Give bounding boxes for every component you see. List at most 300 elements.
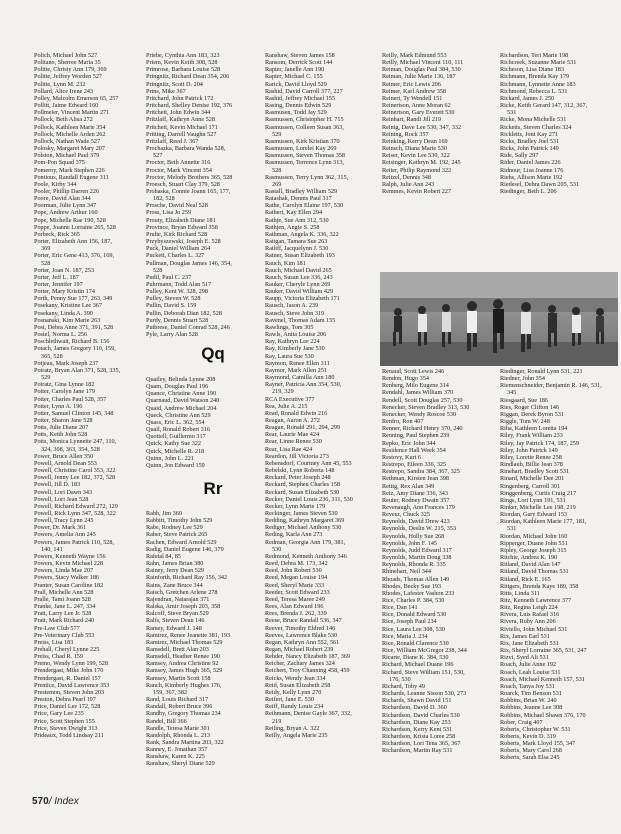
index-entry: Ranney, E. Jonathan 357 <box>146 746 208 754</box>
index-entry: Putbrese, Daniel Conrad 528, 246 <box>146 323 230 331</box>
index-entry: Pullman, Douglas James 146, 354, <box>146 259 232 267</box>
index-entry: Ravenel, Thomas Adam 155 <box>265 316 336 324</box>
index-entry: 324, 308, 363, 354, 528 <box>41 445 100 453</box>
index-entry: Rains, Zane Bruce 344 <box>146 581 203 589</box>
index-entry: Pratt, Mark Richard 240 <box>34 617 95 625</box>
page-footer <box>32 796 79 807</box>
index-entry: Rafetal 84, 85 <box>146 552 181 560</box>
index-entry: Rausch, Steve John 319 <box>265 309 325 317</box>
index-entry: Prendergast, Mike John 170 <box>34 667 104 675</box>
index-entry: Potratz, Gina Lynne 182 <box>34 381 95 389</box>
index-entry: Priem, Kevin Keith 308, 528 <box>146 59 218 67</box>
index-entry: Rear, Linne Renee 530 <box>265 438 322 446</box>
index-entry: Riedner, John 354 <box>500 375 545 383</box>
index-entry: Richeson, Lisa Diane 183 <box>500 66 564 74</box>
index-entry: Premo, Wendy Lynn 199, 528 <box>34 660 108 668</box>
index-entry: Reinig, Dave Lee 530, 347, 332 <box>382 123 462 131</box>
index-entry: Powell, Jenny Lee 182, 372, 528 <box>34 474 116 482</box>
index-entry: Rasmussen, Lorelei Kay 269 <box>265 145 337 153</box>
index-entry: Roberts, Mark Lloyd 155, 347 <box>500 740 576 748</box>
index-entry: Prehall, Cheryl Lynne 225 <box>34 645 100 653</box>
index-entry: Powell, Lori Jean 528 <box>34 495 89 503</box>
index-entry: 140, 141 <box>41 545 63 553</box>
index-entry: Rathman, Angela K. 336, 322 <box>265 230 339 238</box>
index-entry: Pranter, Susan Caroline 182 <box>34 581 104 589</box>
index-entry: 530 <box>272 545 282 553</box>
index-entry: Richards, Leanne Sisson 530, 273 <box>382 690 467 698</box>
index-entry: Riley, Lorette Renee 258 <box>500 453 562 461</box>
index-entry: Reiff, Randy Louis 234 <box>265 703 324 711</box>
index-entry: Rauch, Susan Lee 336, 243 <box>265 273 333 281</box>
index-entry: Rendahl, James William 370 <box>382 389 454 397</box>
index-entry: Riedinger, Ronald Lynn 531, 221 <box>500 368 583 375</box>
index-entry: Posnanski, Kim Marie 263 <box>34 316 101 324</box>
index-entry: Pre-Law Club 577 <box>34 624 80 632</box>
index-entry: Potts, Monica Lynnette 247, 110, <box>34 438 117 446</box>
index-entry: Rasmussen, Steven Thomas 358 <box>265 152 345 160</box>
index-column-2-part-c <box>146 510 262 768</box>
index-entry: Richardson, Lori Tena 365, 367 <box>382 740 461 748</box>
index-entry: Pollock, Michelle Arden 262 <box>34 130 106 138</box>
index-entry: Powell, Lori Dawn 343 <box>34 488 93 496</box>
index-entry: Richardson, David Charles 530 <box>382 711 460 719</box>
index-entry: Restrepo, Sandra 384, 367, 325 <box>382 468 460 476</box>
index-entry: Pollard, Alice Irene 243 <box>34 87 94 95</box>
index-entry: Ripperger, Duane John 531 <box>500 539 568 547</box>
index-entry: Rivera, Ruby Ann 206 <box>500 618 556 626</box>
index-entry: Rhodes, Becky Sue 193 <box>382 582 442 590</box>
index-entry: Ricarte, Diane K. 384, 530 <box>382 654 449 662</box>
index-entry: Pollitt, Jaime Edward 160 <box>34 102 99 110</box>
index-entry: Potter, Samuel Clinton 145, 348 <box>34 409 114 417</box>
index-entry: Rasing, Dennis Edwin 529 <box>265 102 332 110</box>
index-entry: Rix, Sheryl Lorraine 365, 531, 247 <box>500 647 587 655</box>
index-entry: Rice, Joseph Paul 234 <box>382 618 437 626</box>
index-entry: Pullin, David S. 159 <box>146 302 197 310</box>
index-entry: Ramsey, James Hugh 365, 529 <box>146 667 223 675</box>
index-entry: Riley, Jay Patrick 174, 187, 259 <box>500 439 579 447</box>
index-entry: Reynolds, Deslin W. 215, 353 <box>382 525 457 533</box>
index-entry: Randall, Robert Bruce 396 <box>146 703 213 711</box>
index-entry: Rice, William McGregor 238, 344 <box>382 647 467 655</box>
index-entry: Reuter, Rodney Dwain 357 <box>382 496 450 504</box>
index-entry: Price, Steven Dwight 313 <box>34 724 98 732</box>
index-entry: Rabe, Rodney Lee 529 <box>146 524 203 532</box>
index-entry: Pom-Pon Squad 375 <box>34 159 85 167</box>
index-entry: Politano, Sherree Maria 35 <box>34 59 101 67</box>
index-column-2-part-b <box>146 376 262 469</box>
index-entry: Posekany, Kristine Lee 367 <box>34 302 102 310</box>
index-entry: Roach, Michael Kenneth 157, 531 <box>500 675 585 683</box>
index-entry: Riha, Kathleen Loretta 194 <box>500 425 568 433</box>
index-entry: Richardson, Krista Loree 258 <box>382 732 456 740</box>
index-entry: Pritting, Darrell Vaughn 527 <box>146 130 217 138</box>
index-entry: Rickard, James J. 250 <box>500 94 555 102</box>
index-entry: Restrepo, Eileen 336, 325 <box>382 461 447 469</box>
index-entry: Quam, Douglas Paul 196 <box>146 383 209 391</box>
index-entry: Reiman, Douglas Paul 384, 530 <box>382 66 461 74</box>
footer-separator: / <box>48 796 55 807</box>
index-entry: Rebelski, Lynn Roberta 148 <box>265 467 335 475</box>
index-entry: Rinard, Michelle Dee 201 <box>500 475 565 483</box>
index-entry: Renecker, Wendy Roscoe 530 <box>382 410 457 418</box>
index-entry: 269 <box>272 180 282 188</box>
index-entry: Politte, Lynn M. 232 <box>34 80 86 88</box>
index-entry: Rasmussen, Christopher H. 715 <box>265 116 344 124</box>
index-entry: Raber, Steve Patrick 265 <box>146 531 208 539</box>
index-entry: Reeder, Scott Edward 233 <box>265 588 330 596</box>
index-entry: Randolph, Rhonda L. 213 <box>146 731 211 739</box>
index-entry: Poole, Kirby 344 <box>34 180 77 188</box>
index-entry: Pooler, Phillip Darren 226 <box>34 187 100 195</box>
index-entry: Richmond, Rebecca L. 531 <box>500 87 568 95</box>
index-entry: Ranch, Kimberly Hughes 176, <box>146 681 222 689</box>
index-entry: Rethman, Kirsten Jean 398 <box>382 475 450 483</box>
index-entry: Reagan, Ronald 291, 294, 299 <box>265 424 341 432</box>
index-entry: Proctor, Mark Vincent 354 <box>146 166 212 174</box>
index-entry: Pollock, Beth Alisa 272 <box>34 116 93 124</box>
index-entry: Ramsey, Martin Scott 158 <box>146 674 211 682</box>
index-entry: Rendon, Hugo 354 <box>382 375 429 383</box>
marathon-runners-photo <box>380 272 618 366</box>
index-entry: Preiss, Chad R. 159 <box>34 653 83 661</box>
index-entry: Rindlaub, Billie Jean 378 <box>500 461 563 469</box>
index-entry: Redding, Kathryn Margaret 369 <box>265 517 345 525</box>
index-entry: Riehs, Allison Marie 192 <box>500 173 563 181</box>
index-entry: Przybyszewski, Joseph E. 528 <box>146 238 221 246</box>
index-entry: Robbins, Brian W. 240 <box>500 697 557 705</box>
index-entry: Porter, Joan N. 187, 253 <box>34 266 95 274</box>
index-entry: Reardon, Jill Victoria 273 <box>265 452 329 460</box>
index-entry: Reid, Susan Elizabeth 258 <box>265 681 331 689</box>
index-entry: Powell, Christine Carol 353, 322 <box>34 467 116 475</box>
index-entry: Rickletts, Joni Kay 271 <box>500 130 559 138</box>
index-entry: Rainforth, Richard Ray 156, 342 <box>146 574 228 582</box>
index-entry: Porter, Elizabeth Ann 156, 187, <box>34 238 112 246</box>
index-entry: Richard, Michael Duane 196 <box>382 661 454 669</box>
index-entry: Reiling, Bryan A. 322 <box>265 724 320 732</box>
index-entry: 529 <box>272 130 282 138</box>
index-entry: Pratt, Larry Lee Jr. 528 <box>34 610 92 618</box>
index-entry: Reynolds, David Drew 423 <box>382 518 450 526</box>
index-entry: Rapier, Janelle Ann 190 <box>265 66 325 74</box>
index-entry: Pringnitz, Richard Dean 354, 206 <box>146 73 230 81</box>
index-entry: Recker, Daniel Louis 236, 311, 530 <box>265 495 353 503</box>
index-entry: Richmann, Lynnette Anne 183 <box>500 80 576 88</box>
index-entry: Roach, Tanya Joy 531 <box>500 682 555 690</box>
index-entry: Riordan, Michael John 160 <box>500 532 568 540</box>
index-column-5-part-b <box>500 368 618 762</box>
index-entry: Reiman, Julie Marie 136, 187 <box>382 73 456 81</box>
index-entry: Politte, Jeffrey Worden 527 <box>34 73 103 81</box>
index-entry: Pudil, Paul C. 237 <box>146 273 192 281</box>
index-entry: Reese, Bruce Randall 536, 347 <box>265 617 342 625</box>
index-entry: Rasmussen, Terry Lynn 362, 315, <box>265 173 349 181</box>
index-entry: Renning, Paul Stephen 239 <box>382 432 450 440</box>
index-entry: Reinertson, Anne Moran 62 <box>382 102 451 110</box>
index-entry: Polston, Michael Paul 379 <box>34 152 100 160</box>
index-entry: Reed, John Robert 530 <box>265 567 322 575</box>
index-entry: Rediger, Michael Anthony 530 <box>265 524 342 532</box>
index-entry: Pollock, Kathleen Marie 354 <box>34 123 106 131</box>
index-entry: 531 <box>507 525 517 533</box>
index-entry: Ricke, Mona Michelle 531 <box>500 116 567 124</box>
index-entry: 531 <box>507 109 517 117</box>
index-entry: Richard, Steve William 151, 530, <box>382 668 465 676</box>
index-entry: Restovy, Kurt 6 <box>382 453 421 461</box>
index-entry: Powers, James Patrick 110, 528, <box>34 538 115 546</box>
index-entry: Quail, Ronald Robert 316 <box>146 426 210 434</box>
index-entry: Polich, Michael John 527 <box>34 52 98 59</box>
index-entry: Riordan, Kathleen Marie 177, 181, <box>500 518 587 526</box>
index-entry: Rettig, Rex Alan 349 <box>382 482 435 490</box>
index-entry: Rathert, Kay Ellen 294 <box>265 209 323 217</box>
index-entry: Renaud, Scott Lewis 246 <box>382 368 445 375</box>
index-entry: Ralska, Amir Joseph 203, 358 <box>146 603 221 611</box>
index-entry: Potter, Sharon Jane 528 <box>34 416 93 424</box>
index-entry: Reichert, Troy Channing 458, 459 <box>265 667 350 675</box>
index-entry: 528 <box>41 259 51 267</box>
index-entry: Price, Daniel Lee 172, 528 <box>34 703 101 711</box>
index-entry: Read, Ronald Edwin 216 <box>265 409 328 417</box>
index-entry: Raisch, Gretchen Arlene 278 <box>146 588 218 596</box>
index-entry: Quarnaud, David Watson 240 <box>146 397 220 405</box>
index-entry: Raupp, Victoria Elizabeth 171 <box>265 295 340 303</box>
index-entry: Rinehart, Bradley Scott 531 <box>500 468 570 476</box>
index-entry: Province, Bryan Edward 358 <box>146 223 218 231</box>
index-entry: Pritchett, John Edwin 344 <box>146 109 211 117</box>
index-entry: Ray, Kimberly Jane 530 <box>265 345 325 353</box>
index-entry: Quass, Eric L. 362, 554 <box>146 418 205 426</box>
index-entry: Powers, Stacy Walker 186 <box>34 574 100 582</box>
index-entry: Rabbitt, Timothy John 529 <box>146 517 213 525</box>
index-entry: Pranke, Jane L. 247, 334 <box>34 603 96 611</box>
index-entry: Robbins, Michael Shawn 376, 170 <box>500 711 586 719</box>
index-column-5-part-a <box>500 52 618 195</box>
index-entry: Ramsdell, Heather Renee 190 <box>146 653 220 661</box>
index-entry: Richcreek, Suzanne Marie 531 <box>500 59 577 67</box>
index-entry: Reinhart, Randi Jill 219 <box>382 116 442 124</box>
index-entry: Rix, Jane Elizabeth 531 <box>500 639 559 647</box>
index-entry: Poschlethwait, Richard B. 156 <box>34 338 110 346</box>
index-entry: Ransom, Derrick Scott 144 <box>265 59 333 67</box>
index-entry: Pontious, Randall Eugene 311 <box>34 173 109 181</box>
index-entry: Riley, John Patrick 149 <box>500 446 558 454</box>
index-entry: Powell, Tracy Lynn 245 <box>34 517 94 525</box>
index-entry: Rathjen, Angie S. 258 <box>265 223 320 231</box>
index-entry: Reinsch, Diana Marie 530 <box>382 145 447 153</box>
index-entry: Richardson, Martin Ray 531 <box>382 747 453 755</box>
index-entry: Rasmusen, Todd Jay 529 <box>265 109 327 117</box>
index-entry: Rasmussen, Kirk Kristian 370 <box>265 137 340 145</box>
index-entry: Porth, Penny Sue 177, 263, 349 <box>34 295 113 303</box>
index-column-1 <box>34 52 148 739</box>
index-entry: Rand, Louis Richard 317 <box>146 696 209 704</box>
index-entry: Rhodes, Lafester Vashon 233 <box>382 589 455 597</box>
index-entry: Potter, Lynn A. 196 <box>34 402 83 410</box>
index-entry: Revesz, Chuck 325 <box>382 511 430 519</box>
index-entry: Rees, Alan Edward 196 <box>265 603 324 611</box>
index-entry: Renfro, Ron 407 <box>382 418 424 426</box>
index-entry: Reiser, Kevin Lee 530, 322 <box>382 152 450 160</box>
index-entry: Riggle, Tom W. 248 <box>500 418 550 426</box>
index-entry: Reckard, Peter Joseph 248 <box>265 474 331 482</box>
index-entry: Rea, Julie A. 215 <box>265 402 308 410</box>
index-entry: Richardson, Diane Kay 253 <box>382 718 451 726</box>
index-entry: Potts, Keith John 528 <box>34 431 88 439</box>
index-entry: Rider, Daniel James 226 <box>500 159 561 167</box>
index-entry: Power, Bruce Allen 350 <box>34 452 94 460</box>
index-entry: Randel, Bill 366 <box>146 717 187 725</box>
index-entry: Roberts, Kevin D. 319 <box>500 732 556 740</box>
index-entry: Reynolds, Holly Sue 268 <box>382 532 445 540</box>
index-entry: Prulte, Kirk Richard 528 <box>146 230 208 238</box>
index-entry: Reever, Timothy Eldred 146 <box>265 624 336 632</box>
index-entry: Reed, Debra M. 173, 342 <box>265 560 328 568</box>
index-entry: Rashid, Jeffrey Michael 155 <box>265 94 335 102</box>
index-entry: Rauch, Kim 181 <box>265 259 306 267</box>
index-entry: Ratner, Susan Elizabeth 193 <box>265 252 335 260</box>
index-entry: Rasmussen, Colleen Susan 363, <box>265 123 344 131</box>
index-entry: Pralle, Tami Joann 528 <box>34 595 91 603</box>
index-entry: Rashid, David Carroll 377, 227 <box>265 87 343 95</box>
index-entry: Reynolds, Rhonda R. 335 <box>382 561 446 569</box>
index-entry: Reiter, Philip Raymond 322 <box>382 166 452 174</box>
index-entry: Rhinehart, Neil 344 <box>382 568 431 576</box>
index-entry: Pritchard, Shelley Denise 192, 376 <box>146 102 233 110</box>
index-entry: Randle, Teresa Marie 301 <box>146 724 210 732</box>
index-entry: Polley, Malcolm Emerson 65, 257 <box>34 94 119 102</box>
index-entry: Proctor, Melody Brothers 365, 528 <box>146 173 233 181</box>
index-entry: Reynolds, John F. 145 <box>382 539 438 547</box>
index-entry: Ricke, Keith Gerard 147, 312, 367, <box>500 102 588 110</box>
index-entry: Powers, Kevin Michael 228 <box>34 560 104 568</box>
index-entry: Rear, Lisa Rae 424 <box>265 445 313 453</box>
index-entry: Rajendran, Natarajan 371 <box>146 595 210 603</box>
index-entry: Prosche, David Neal 528 <box>146 202 208 210</box>
index-entry: Riesgaard, Sue 186 <box>500 396 548 404</box>
index-entry: Quaid, Andrew Michael 204 <box>146 404 217 412</box>
index-entry: Power, Dr. Mark 361 <box>34 524 87 532</box>
index-entry: Rainey, Jerry Dean 529 <box>146 567 205 575</box>
index-entry: Porter, Jennifer 197 <box>34 281 83 288</box>
index-entry: Rendell, Scott Douglas 257, 530 <box>382 396 463 404</box>
index-entry: Rauch, Michael David 265 <box>265 266 332 274</box>
index-entry: Post, Debra Anne 371, 391, 528 <box>34 323 114 331</box>
index-entry: Ratliff, Jacquelynn J. 530 <box>265 245 329 253</box>
index-entry: Richard, Toby 49 <box>382 682 425 690</box>
index-entry: Rear, Laurie Mae 424 <box>265 431 320 439</box>
index-entry: Reilly, Angela Marie 235 <box>265 731 328 739</box>
index-entry: Rasmussen, Terrence Lynn 313, <box>265 159 345 167</box>
index-entry: Prouty, Elizabeth Diane 181 <box>146 216 216 224</box>
index-entry: Reynolds, Judd Edward 317 <box>382 546 452 554</box>
index-entry: Posekany, Linda A. 390 <box>34 309 93 317</box>
index-entry: 182, 528 <box>153 195 175 203</box>
index-entry: 176, 530 <box>389 675 411 683</box>
index-entry: Ritland, David Thomas 531 <box>500 568 569 576</box>
index-entry: Ricks, Bradley Joel 531 <box>500 137 560 145</box>
index-entry: Ringenberg, Carroll 301 <box>500 482 561 490</box>
index-entry: Pringnitz, Scott D. 204 <box>146 80 203 88</box>
index-entry: Powell, Richard Edward 272, 129 <box>34 502 118 510</box>
index-entry: Reidy, Kelly Lynn 270 <box>265 688 322 696</box>
index-entry: Purdy, Dennis Stuart 528 <box>146 316 209 324</box>
index-entry: Rastall, Bradley William 529 <box>265 187 338 195</box>
index-entry: Rhoads, Thomas Allen 149 <box>382 575 450 583</box>
index-entry: Richardson, Kerry Kent 531 <box>382 725 453 733</box>
index-entry: Renberg, Milo Eugene 314 <box>382 382 449 390</box>
index-entry: Rice, Charles P. 384, 530 <box>382 597 445 604</box>
index-entry: Ramirez, Renee Jeanette 381, 193 <box>146 631 231 639</box>
index-entry: Reckard, Susan Elizabeth 530 <box>265 488 340 496</box>
index-entry: 528 <box>272 166 282 174</box>
index-entry: Preiss, Lisa 183 <box>34 638 74 646</box>
index-entry: Quailey, Belinda Lynne 208 <box>146 376 216 383</box>
index-entry: Ray, Laura Sue 530 <box>265 352 314 360</box>
index-entry: Potratz, Bryan Alan 371, 528, 335, <box>34 366 121 374</box>
index-entry: Poorman, Julie Lynn 347 <box>34 202 97 210</box>
index-entry: Prestemon, Steven John 203 <box>34 688 105 696</box>
index-entry: Repko, Eric John 344 <box>382 439 436 447</box>
index-entry: Roach, Julie Anne 192 <box>500 661 557 669</box>
index-entry: Pomeroy, Mark Stephen 226 <box>34 166 105 174</box>
index-entry: Ratigan, Tamara Sue 263 <box>265 238 328 246</box>
index-entry: Roarck, Tim Benson 531 <box>500 690 562 698</box>
index-entry: Renner, Richard Henry 370, 240 <box>382 425 463 433</box>
index-entry: Ridnour, Lisa Joanne 176 <box>500 166 564 174</box>
index-entry: Reckard, Stephen Charles 158 <box>265 481 340 489</box>
index-entry: Ries, Roger Clifton 146 <box>500 403 560 411</box>
index-entry: Rarick, David Lloyd 529 <box>265 80 327 88</box>
index-entry: 345 <box>507 389 517 397</box>
index-entry: Pre-Veterinary Club 553 <box>34 631 95 639</box>
index-entry: Renecker, Steven Bradley 313, 530 <box>382 403 470 411</box>
index-entry: Reding, Karla Ann 273 <box>265 531 323 539</box>
index-entry: Rank, Sandra Martina 203, 322 <box>146 739 224 746</box>
index-entry: Rix, James Earl 531 <box>500 632 550 640</box>
page-number: 570 <box>32 796 49 807</box>
index-entry: Ralcoff, Steve Bryan 529 <box>146 610 209 618</box>
index-entry: Pollmeier, Vincent Martin 271 <box>34 109 110 117</box>
index-entry: Rober, Craig 407 <box>500 718 543 726</box>
index-entry: Revenaugh, Ann Frances 179 <box>382 503 455 511</box>
index-entry: Queck, Christine Ann 529 <box>146 411 211 419</box>
index-entry: Rahn, James Brian 380 <box>146 560 204 568</box>
section-letter-q: Qq <box>201 344 225 363</box>
index-entry: Powers, Kenneth Wayne 156 <box>34 552 106 560</box>
index-entry: Potach, James Gregory 110, 159, <box>34 345 116 353</box>
index-entry: Riemenschneider, Benjamin R. 146, 531, <box>500 382 602 390</box>
index-entry: Potts, Julie Diane 207 <box>34 424 89 432</box>
index-entry: Riggan, Derek Byron 531 <box>500 410 564 418</box>
index-entry: Reimer, Karl Andrew 358 <box>382 87 447 95</box>
footer-label: Index <box>54 796 79 807</box>
index-entry: Pulley, Kent W. 328, 298 <box>146 288 208 296</box>
index-entry: Regan, Michael Robert 239 <box>265 645 334 653</box>
index-entry: Reisinger, Kathryn M. 192, 245 <box>382 159 461 167</box>
index-entry: Potter, Carolyn Jane 179 <box>34 388 95 396</box>
index-entry: Rawlings, Tom 305 <box>265 323 314 331</box>
index-entry: Poppe, Joanne Lorraine 265, 528 <box>34 223 116 231</box>
index-entry: Reining, Rock 357 <box>382 130 429 138</box>
index-entry: Reed, Teresa Maree 249 <box>265 595 325 603</box>
index-entry: Puck, Daniel William 264 <box>146 245 211 253</box>
index-entry: Rees, Brenda J. 262, 339 <box>265 610 327 618</box>
index-column-2-part-a <box>146 52 262 338</box>
index-entry: Prendergast, R. Daniel 157 <box>34 674 101 682</box>
index-entry: Rittgers, Brenda Kaye 189, 358 <box>500 582 579 590</box>
